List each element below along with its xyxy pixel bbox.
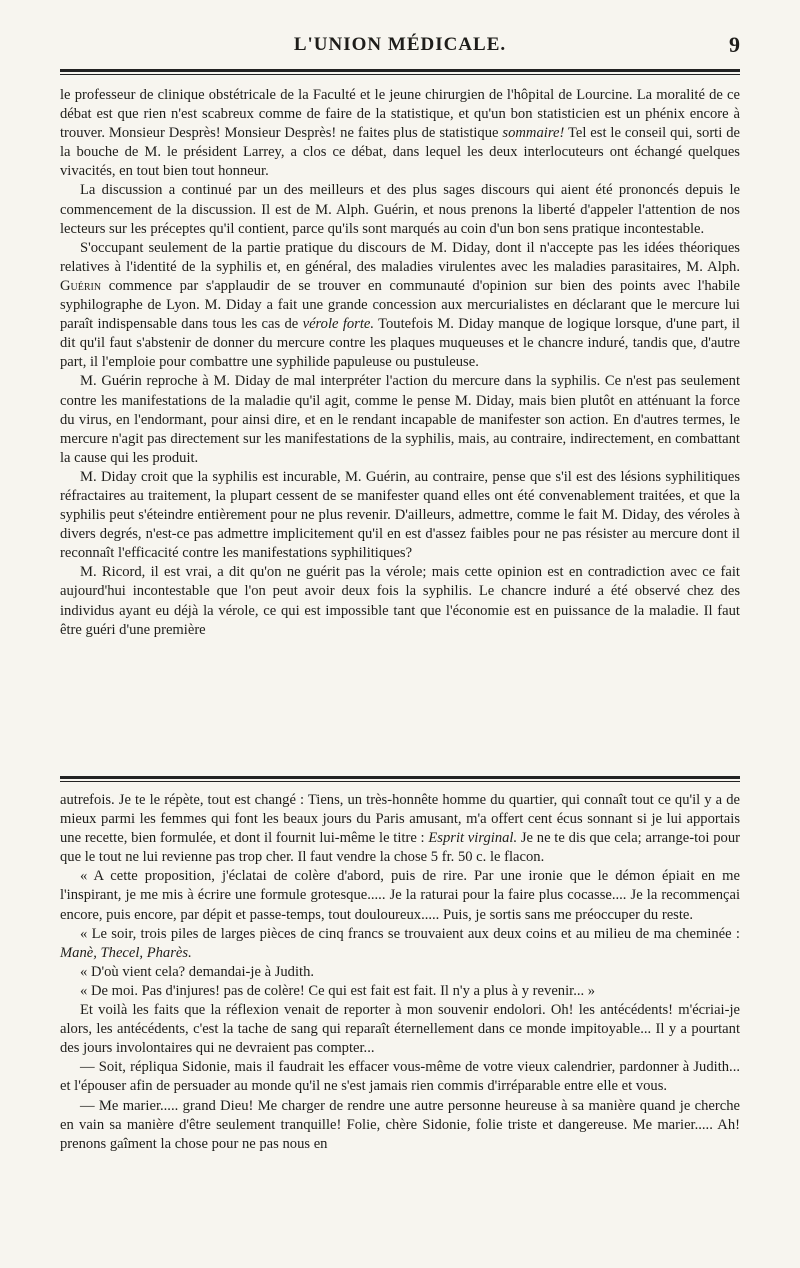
- feuilleton-separator: [60, 776, 740, 782]
- article-body: [60, 86, 740, 640]
- italic-text: vérole forte.: [302, 316, 375, 333]
- running-head: L'UNION MÉDICALE.: [293, 34, 507, 55]
- feuilleton-paragraph: — Soit, répliqua Sidonie, mais il faudrait les effacer vous-même de votre vieux calendrier, pardonner à Judith... et l'épouser afin de persuader au monde qu'il ne s'est jamais rien commis d'irréparable entre elle et vous.: [60, 1059, 740, 1095]
- article-paragraph: M. Diday croit que la syphilis est incurable, M. Guérin, au contraire, pense que s'il est des lésions syphilitiques réfractaires au traitement, la plupart cessent de se manifester quand elles ont été convenablement traitées, et que la syphilis peut s'éteindre entièrement pour ne plus revenir. D'ailleurs, admettre, comme le fait M. Diday, des véroles à divers degrés, n'est-ce pas admettre implicitement qu'il en est d'assez faibles pour ne pas résister au mercure dont il reconnaît l'efficacité contre les manifestations syphilitiques?: [60, 468, 740, 562]
- feuilleton-paragraph: — Me marier..... grand Dieu! Me charger de rendre une autre personne heureuse à sa manière quand je cherche en vain sa manière d'être seulement tranquille! Folie, chère Sidonie, folie triste et dangereuse. Me marier..... Ah! prenons gaîment la chose pour ne pas nous en: [60, 1097, 740, 1152]
- text-run: commence par s'applaudir de se trouver en communauté d'opinion sur bien des points avec l'habile syphilographe de Lyon. M. Diday a fait une grande concession aux mercurialistes en déclarant que le mercure lui paraît indispensable dans tous les cas de: [60, 277, 740, 333]
- article-paragraph: M. Ricord, il est vrai, a dit qu'on ne guérit pas la vérole; mais cette opinion est en contradiction avec ce fait aujourd'hui incontestable que l'on peut avoir deux fois la syphilis. Le chancre induré a été observé chez des individus ayant eu déjà la vérole, ce qui est impossible tant que l'économie est en puissance de la maladie. Il faut être guéri d'une première: [60, 564, 740, 638]
- article-paragraph: M. Guérin reproche à M. Diday de mal interpréter l'action du mercure dans la syphilis. Ce n'est pas seulement contre les manifestations de la maladie qu'il agit, comme le pense M. Diday, mais bien plutôt en atténuant la force du virus, en l'endormant, pour ainsi dire, et en le rendant incapable de manifester son action. En d'autres termes, le mercure n'agit pas directement sur les manifestations de la syphilis, mais, au contraire, indirectement, en combattant la cause qui les produit.: [60, 373, 740, 466]
- page-number: 9: [729, 32, 740, 57]
- article-paragraph: La discussion a continué par un des meilleurs et des plus sages discours qui aient été prononcés depuis le commencement de la discussion. Il est de M. Alph. Guérin, et nous prenons la liberté d'appeler l'attention de nos lecteurs sur les préceptes qu'il contient, parce qu'ils sont marqués au coin d'un bon sens pratique incontestable.: [60, 182, 740, 237]
- text-run: S'occupant seulement de la partie pratique du discours de M. Diday, dont il n'accepte pas les idées théoriques relatives à l'identité de la syphilis et, en général, des maladies virulentes avec les maladies parasitaires, M. Alph.: [60, 239, 740, 275]
- text-run: autrefois. Je te le répète, tout est changé : Tiens, un très-honnête homme du quartier, qui connaît tout ce qu'il y a de mieux parmi les femmes qui font les beaux jours du Paris amusant, m'a offert cent écus sonnant si je lui apportais une recette, bien formulée, et dont il fournit lui-même le titre :: [60, 792, 740, 847]
- feuilleton-paragraph: « De moi. Pas d'injures! pas de colère! Ce qui est fait est fait. Il n'y a plus à y revenir... »: [80, 982, 596, 999]
- feuilleton-paragraph: Et voilà les faits que la réflexion venait de reporter à mon souvenir endolori. Oh! les antécédents! m'écriai-je alors, les antécédents, c'est la tache de sang qui reparaît éternellement dans ce monde impitoyable... Il y a pourtant des jours involontaires qui ne devraient pas compter...: [60, 1002, 740, 1057]
- text-run: Toutefois M. Diday manque de logique lorsque, d'une part, il dit qu'il faut s'abstenir de donner du mercure contre les plaques muqueuses et le chancre induré, tandis que, d'autre part, il l'emploie pour combattre une syphilide papuleuse ou pustuleuse.: [60, 316, 740, 371]
- article-paragraph: [60, 239, 740, 373]
- article-paragraph: [60, 86, 740, 181]
- text-run: Tel est le conseil qui, sorti de la bouche de M. le président Larrey, a clos ce débat, dans lequel les deux interlocuteurs ont échangé quelques vivacités, en tout bien tout honneur.: [60, 125, 740, 180]
- feuilleton-paragraph: [60, 925, 740, 963]
- italic-text: Esprit virginal.: [428, 830, 518, 847]
- header-rule: [60, 69, 740, 75]
- text-run: Je ne te dis que cela; arrange-toi pour que le tout ne lui revienne pas trop cher. Il faut vendre la chose 5 fr. 50 c. le flacon.: [60, 830, 740, 866]
- feuilleton-body: [60, 791, 740, 1154]
- italic-text: Manè, Thecel, Pharès.: [60, 944, 192, 961]
- feuilleton-paragraph: « D'où vient cela? demandai-je à Judith.: [80, 963, 315, 980]
- italic-text: sommaire!: [502, 125, 565, 142]
- page-header: [60, 30, 740, 70]
- feuilleton-paragraph: « A cette proposition, j'éclatai de colère d'abord, puis de rire. Par une ironie que le démon épiait en me l'inspirant, je me mis à écrire une formule grotesque..... Je la raturai pour la faire plus cocasse.... Je la recommençai encore, puis encore, par dépit et passe-temps, tout douloureux..... Puis, je sortis sans me préoccuper du reste.: [60, 868, 740, 923]
- small-caps-name: Guérin: [60, 277, 102, 294]
- text-run: « Le soir, trois piles de larges pièces de cinq francs se trouvaient aux deux coins et au milieu de ma cheminée :: [80, 925, 740, 942]
- text-run: le professeur de clinique obstétricale de la Faculté et le jeune chirurgien de l'hôpital de Lourcine. La moralité de ce débat est que rien n'est scabreux comme de faire de la statistique, et qu'un bon statisticien est un phénix encore à trouver. Monsieur Desprès! Monsieur Desprès! ne faites plus de statistique: [60, 87, 740, 142]
- feuilleton-paragraph: [60, 791, 740, 867]
